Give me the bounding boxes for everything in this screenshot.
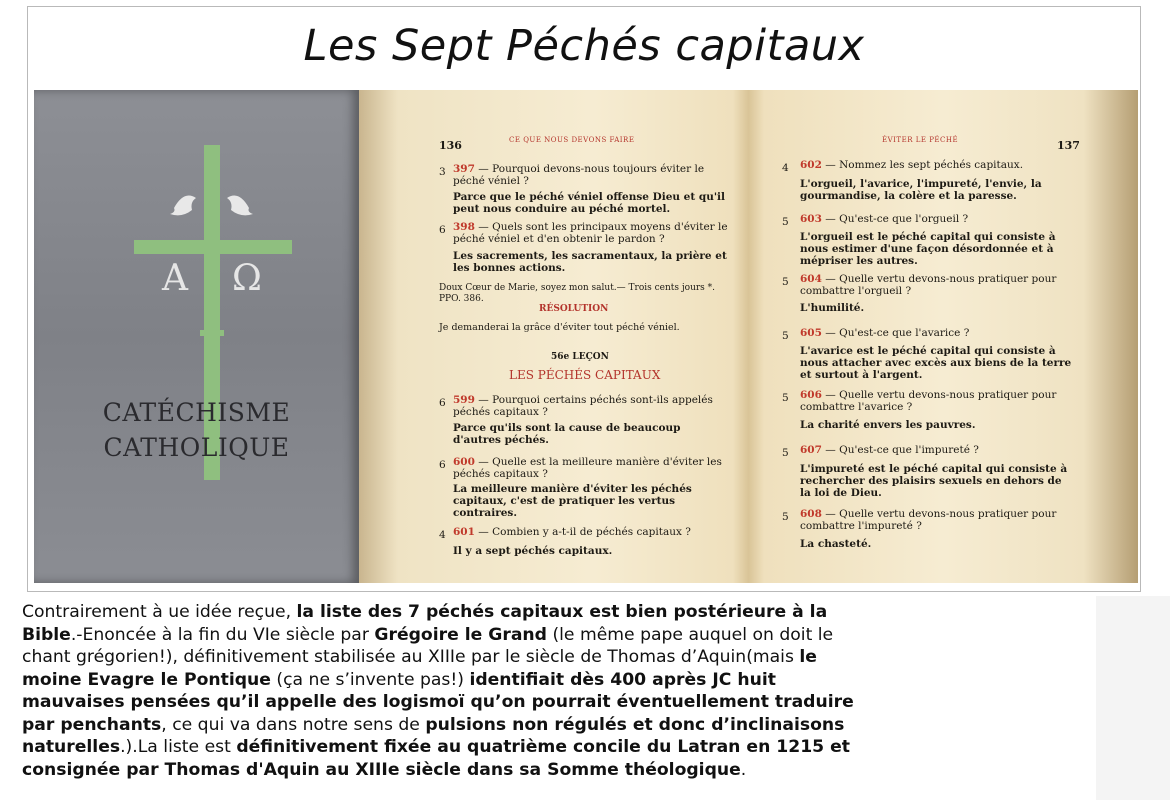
level: 5 bbox=[782, 330, 789, 342]
book-cover bbox=[34, 90, 359, 583]
question-number: 607 bbox=[800, 444, 822, 456]
question-606 bbox=[800, 389, 1075, 413]
level: 6 bbox=[439, 397, 446, 409]
level: 5 bbox=[782, 511, 789, 523]
question-text: — Quelle est la meilleure manière d'éviter les péchés capitaux ? bbox=[453, 456, 722, 480]
level: 5 bbox=[782, 447, 789, 459]
question-text: — Quelle vertu devons-nous pratiquer pour combattre l'impureté ? bbox=[800, 508, 1057, 532]
running-head: ÉVITER LE PÉCHÉ bbox=[882, 136, 959, 144]
level: 5 bbox=[782, 392, 789, 404]
caption-text: , ce qui va dans notre sens de bbox=[161, 714, 426, 735]
photo bbox=[34, 90, 1138, 583]
question-number: 601 bbox=[453, 526, 475, 538]
question-number: 605 bbox=[800, 327, 822, 339]
answer-599: Parce qu'ils sont la cause de beaucoup d'autres péchés. bbox=[453, 422, 681, 446]
page-number: 137 bbox=[1057, 139, 1080, 152]
question-text: — Qu'est-ce que l'impureté ? bbox=[825, 444, 979, 456]
question-398 bbox=[453, 221, 728, 245]
figure-frame bbox=[27, 6, 1141, 592]
question-number: 599 bbox=[453, 394, 475, 406]
question-number: 604 bbox=[800, 273, 822, 285]
cross-vertical bbox=[204, 145, 220, 480]
question-text: — Pourquoi devons-nous toujours éviter le péché véniel ? bbox=[453, 163, 705, 187]
caption-text: .-Enoncée à la fin du VIe siècle par bbox=[70, 624, 375, 645]
question-600 bbox=[453, 456, 728, 480]
question-601 bbox=[453, 526, 728, 538]
right-page bbox=[782, 90, 1082, 583]
question-number: 608 bbox=[800, 508, 822, 520]
question-number: 606 bbox=[800, 389, 822, 401]
question-number: 397 bbox=[453, 163, 475, 175]
level: 4 bbox=[439, 529, 446, 541]
question-text: — Qu'est-ce que l'avarice ? bbox=[825, 327, 970, 339]
level: 5 bbox=[782, 276, 789, 288]
answer-397: Parce que le péché véniel offense Dieu et qu'il peut nous conduire au péché mortel. bbox=[453, 191, 726, 215]
question-397 bbox=[453, 163, 728, 187]
page-number: 136 bbox=[439, 139, 462, 152]
dove-right-icon bbox=[227, 196, 253, 216]
caption-text: Contrairement à ue idée reçue, bbox=[22, 602, 297, 622]
caption-bold: identifiait dès 400 après JC huit mauvaises pensées qu’il appelle des logismoï qu’on pourrait éventuellement traduire par penchants bbox=[22, 669, 854, 735]
cover-title-line2: CATHOLIQUE bbox=[103, 433, 290, 462]
level: 6 bbox=[439, 224, 446, 236]
answer-602: L'orgueil, l'avarice, l'impureté, l'envie, la gourmandise, la colère et la paresse. bbox=[800, 178, 1042, 202]
question-599 bbox=[453, 394, 728, 418]
answer-605: L'avarice est le péché capital qui consiste à nous attacher avec excès aux biens de la terre et surtout à l'argent. bbox=[800, 345, 1072, 381]
caption-paragraph bbox=[22, 601, 872, 781]
answer-606: La charité envers les pauvres. bbox=[800, 419, 976, 431]
question-number: 602 bbox=[800, 159, 822, 171]
open-book bbox=[359, 90, 1138, 583]
cross-horizontal bbox=[134, 240, 292, 254]
caption-bold: pulsions non régulés et donc d’inclinaisons naturelles bbox=[22, 714, 845, 757]
question-605 bbox=[800, 327, 1075, 339]
question-text: — Combien y a-t-il de péchés capitaux ? bbox=[478, 526, 691, 538]
level: 4 bbox=[782, 162, 789, 174]
lesson-title: LES PÉCHÉS CAPITAUX bbox=[509, 368, 661, 382]
caption-bold: le moine Evagre le Pontique bbox=[22, 647, 817, 690]
question-text: — Pourquoi certains péchés sont-ils appelés péchés capitaux ? bbox=[453, 394, 713, 418]
question-607 bbox=[800, 444, 1075, 456]
question-number: 398 bbox=[453, 221, 475, 233]
cross-bar-small bbox=[200, 330, 224, 336]
level: 3 bbox=[439, 166, 446, 178]
question-text: — Nommez les sept péchés capitaux. bbox=[825, 159, 1024, 171]
level: 6 bbox=[439, 459, 446, 471]
question-text: — Quelle vertu devons-nous pratiquer pour combattre l'orgueil ? bbox=[800, 273, 1057, 297]
resolution-title: RÉSOLUTION bbox=[539, 304, 609, 314]
question-604 bbox=[800, 273, 1075, 297]
caption-text: (le même pape auquel on doit le chant grégorien!), définitivement stabilisée au XIIIe par le siècle de Thomas d’Aquin(mais bbox=[22, 624, 834, 667]
alpha-letter: A bbox=[162, 258, 188, 299]
cover-emblem bbox=[34, 90, 359, 583]
left-page bbox=[439, 90, 739, 583]
running-head: CE QUE NOUS DEVONS FAIRE bbox=[509, 136, 635, 144]
answer-604: L'humilité. bbox=[800, 302, 865, 314]
question-603 bbox=[800, 213, 1075, 225]
answer-601: Il y a sept péchés capitaux. bbox=[453, 545, 613, 557]
caption-bold: Grégoire le Grand bbox=[374, 624, 547, 645]
question-number: 600 bbox=[453, 456, 475, 468]
caption-bold: définitivement fixée au quatrième concile du Latran en 1215 et consignée par Thomas d'Aquin au XIIIe siècle dans sa Somme théologique bbox=[22, 737, 850, 780]
caption-text: . bbox=[740, 759, 747, 780]
dove-left-icon bbox=[170, 196, 196, 216]
question-number: 603 bbox=[800, 213, 822, 225]
answer-603: L'orgueil est le péché capital qui consiste à nous estimer d'une façon désordonnée et à mépriser les autres. bbox=[800, 231, 1056, 267]
caption-text: (ça ne s’invente pas!) bbox=[270, 669, 470, 690]
question-602 bbox=[800, 159, 1075, 171]
figure-title: Les Sept Péchés capitaux bbox=[303, 21, 865, 71]
question-text: — Quels sont les principaux moyens d'éviter le péché véniel et d'en obtenir le pardon ? bbox=[453, 221, 728, 245]
question-text: — Qu'est-ce que l'orgueil ? bbox=[825, 213, 969, 225]
resolution-text: Je demanderai la grâce d'éviter tout péché véniel. bbox=[439, 322, 680, 333]
prayer: Doux Cœur de Marie, soyez mon salut.— Trois cents jours *. PPO. 386. bbox=[439, 283, 716, 304]
question-text: — Quelle vertu devons-nous pratiquer pour combattre l'avarice ? bbox=[800, 389, 1057, 413]
sidebar-strip bbox=[1096, 596, 1170, 800]
answer-608: La chasteté. bbox=[800, 538, 872, 550]
omega-letter: Ω bbox=[232, 258, 262, 299]
level: 5 bbox=[782, 216, 789, 228]
caption-bold: la liste des 7 péchés capitaux est bien postérieure à la Bible bbox=[22, 602, 828, 645]
answer-600: La meilleure manière d'éviter les péchés capitaux, c'est de pratiquer les vertus contraires. bbox=[453, 483, 692, 519]
caption-text: .).La liste est bbox=[120, 737, 237, 757]
answer-607: L'impureté est le péché capital qui consiste à rechercher des plaisirs sexuels en dehors de la loi de Dieu. bbox=[800, 463, 1068, 499]
question-608 bbox=[800, 508, 1075, 532]
cover-title-line1: CATÉCHISME bbox=[102, 398, 291, 427]
lesson-number: 56e LEÇON bbox=[551, 352, 609, 362]
answer-398: Les sacrements, les sacramentaux, la prière et les bonnes actions. bbox=[453, 250, 727, 274]
